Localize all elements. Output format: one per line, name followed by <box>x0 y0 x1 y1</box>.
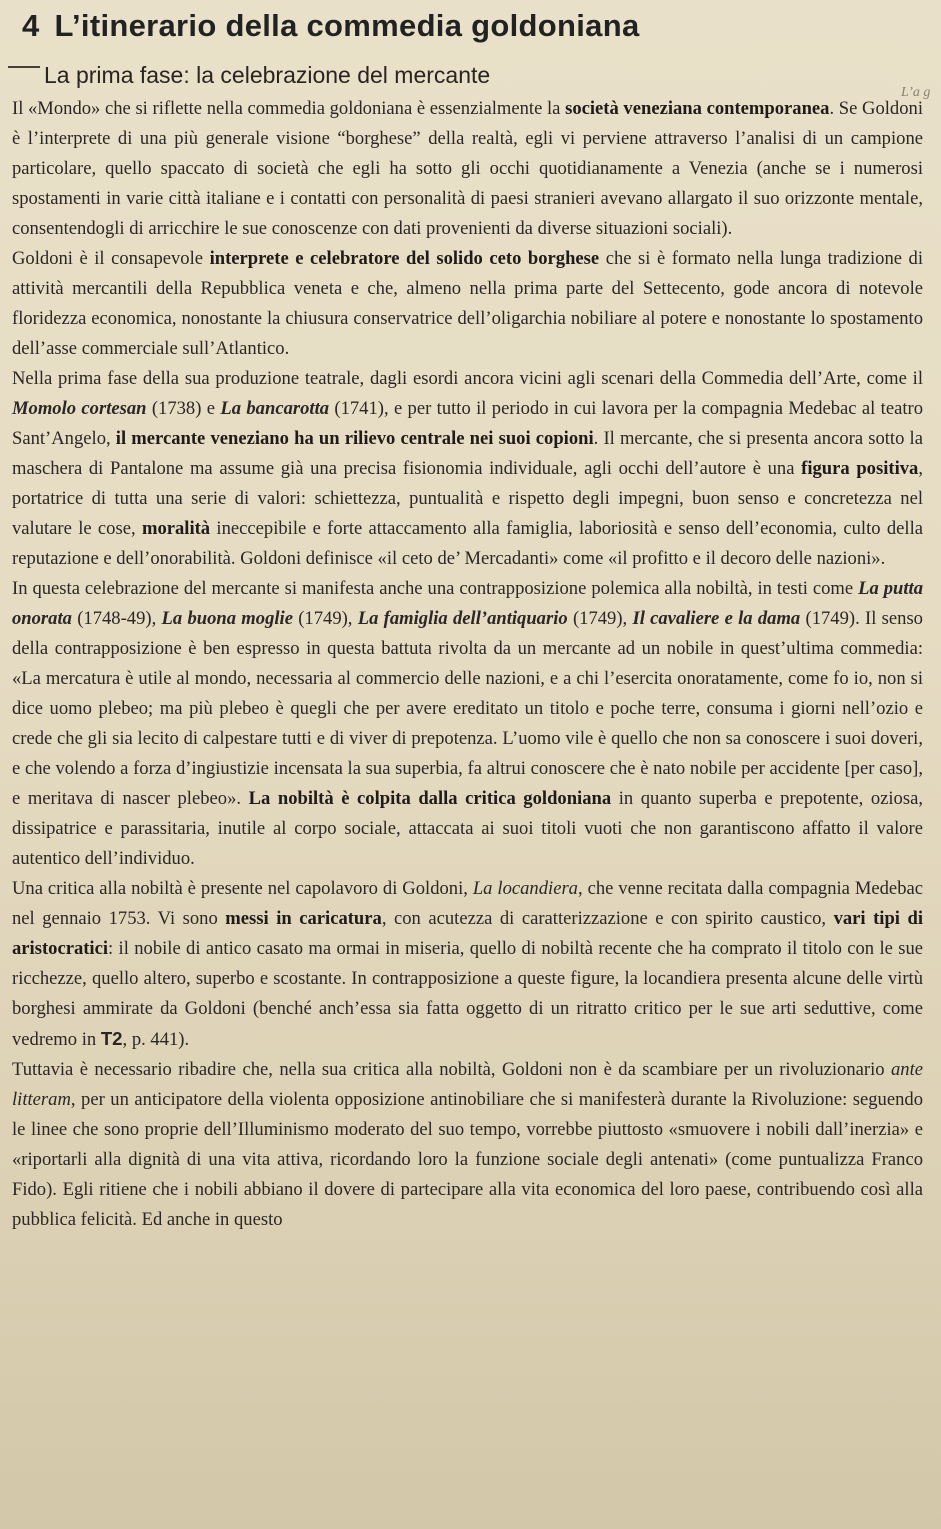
emphasis-run: La locandiera <box>472 878 578 899</box>
paragraph <box>12 874 923 1055</box>
emphasis-run: Momolo cortesan <box>12 398 147 419</box>
body-text <box>12 94 923 1235</box>
emphasis-run: ante litteram <box>12 1059 923 1110</box>
text-run: Nella prima fase della sua produzione teatrale, dagli esordi ancora vicini agli scenari della Commedia dell’Arte, come il <box>12 368 923 389</box>
text-run: (1749), <box>292 608 358 629</box>
text-run: , p. 441). <box>122 1029 190 1050</box>
emphasis-run: Il cavaliere e la dama <box>632 608 801 629</box>
text-run: (1741), e per tutto il periodo in cui lavora per la compagnia Medebac al teatro Sant’Angelo, <box>12 398 923 449</box>
emphasis-run: moralità <box>141 518 211 539</box>
paragraph <box>12 364 923 574</box>
margin-note: L’a g <box>901 85 931 100</box>
text-run: (1749). Il senso della contrapposizione è ben espresso in questa battuta rivolta da un mercante ad un nobile in quest’ultima commedia: «La mercatura è utile al mondo, necessaria al commercio delle nazioni, e a chi l’esercita onoratamente, come fo io, non si dice uomo plebeo; ma più plebeo è quegli che per avere ereditato un titolo e poche terre, consuma i giorni nell’ozio e crede che gli sia lecito di calpestare tutti e di viver di prepotenza. L’uomo vile è quello che non sa conoscere i suoi doveri, e che volendo a forza d’ingiustizie incensata la sua superbia, fa altrui conoscere che è nato nobile per accidente [per caso], e meritava di nascer plebeo». <box>12 608 923 809</box>
emphasis-run: interprete e celebratore del solido ceto borghese <box>209 248 600 269</box>
text-run: Tuttavia è necessario ribadire che, nella sua critica alla nobiltà, Goldoni non è da scambiare per un rivoluzionario <box>12 1059 891 1080</box>
heading-rule <box>8 66 40 68</box>
emphasis-run: T2 <box>100 1028 123 1049</box>
text-run: , che venne recitata dalla compagnia Medebac nel gennaio 1753. Vi sono <box>12 878 923 929</box>
text-run: , portatrice di tutta una serie di valori: schiettezza, puntualità e rispetto degli impegni, buon senso e concretezza nel valutare le cose, <box>12 458 923 539</box>
emphasis-run: figura positiva <box>801 458 919 479</box>
emphasis-run: messi in caricatura <box>225 908 382 929</box>
text-run: In questa celebrazione del mercante si manifesta anche una contrapposizione polemica alla nobiltà, in testi come <box>12 578 859 599</box>
text-run: che si è formato nella lunga tradizione di attività mercantili della Repubblica veneta e che, almeno nella prima parte del Settecento, gode ancora di notevole floridezza economica, nonostante la chiusura conservatrice dell’oligarchia nobiliare al potere e nonostante lo spostamento dell’asse commerciale sull’Atlantico. <box>12 248 923 359</box>
emphasis-run: La bancarotta <box>220 398 330 419</box>
text-run: (1749), <box>567 608 633 629</box>
emphasis-run: La famiglia dell’antiquario <box>357 608 568 629</box>
paragraph <box>12 1055 923 1235</box>
paragraph <box>12 574 923 874</box>
text-run: : il nobile di antico casato ma ormai in miseria, quello di nobiltà recente che ha comprato il titolo con le sue ricchezze, quello altero, superbo e scostante. In contrapposizione a queste figure, la locandiera presenta alcune delle virtù borghesi ammirate da Goldoni (benché anch’essa sia fatta oggetto di un ritratto critico per le sue arti seduttive, come vedremo in <box>12 938 923 1050</box>
emphasis-run: La nobiltà è colpita dalla critica goldoniana <box>248 788 612 809</box>
text-run: Il «Mondo» che si riflette nella commedia goldoniana è essenzialmente la <box>12 98 566 119</box>
text-run: (1738) e <box>146 398 221 419</box>
text-run: ineccepibile e forte attaccamento alla famiglia, laboriosità e senso dell’economia, culto della reputazione e dell’onorabilità. Goldoni definisce «il ceto de’ Mercadanti» come «il profitto e il decoro delle nazioni». <box>12 518 923 569</box>
text-run: Goldoni è il consapevole <box>12 248 210 269</box>
text-run: , per un anticipatore della violenta opposizione antinobiliare che si manifesterà durante la Rivoluzione: seguendo le linee che sono proprie dell’Illuminismo moderato del suo tempo, vorrebbe piuttosto «smuovere i nobili dall’inerzia» e «riportarli alla dignità di una vita attiva, ricordando loro la funzione sociale degli antenati» (come puntualizza Franco Fido). Egli ritiene che i nobili abbiano il dovere di partecipare alla vita economica del loro paese, contribuendo così alla pubblica felicità. Ed anche in questo <box>12 1089 923 1230</box>
text-run: . Se Goldoni è l’interprete di una più generale visione “borghese” della realtà, egli vi perviene attraverso l’analisi di un campione particolare, quello spaccato di società che egli ha sotto gli occhi quotidianamente a Venezia (anche se i numerosi spostamenti in varie città italiane e i contatti con personalità di paesi stranieri avevano allargato il suo orizzonte mentale, consentendogli di arricchire le sue conoscenze con dati provenienti da diverse situazioni sociali). <box>12 98 923 239</box>
emphasis-run: il mercante veneziano ha un rilievo centrale nei suoi copioni <box>115 428 594 449</box>
text-run: in quanto superba e prepotente, oziosa, dissipatrice e parassitaria, inutile al corpo sociale, attaccata ai suoi titoli vuoti che non garantiscono affatto il valore autentico dell’individuo. <box>12 788 923 869</box>
chapter-number: 4 <box>22 8 40 43</box>
emphasis-run: società veneziana contemporanea <box>565 98 830 119</box>
text-run: (1748-49), <box>71 608 162 629</box>
text-run: . Il mercante, che si presenta ancora sotto la maschera di Pantalone ma assume già una precisa fisionomia individuale, agli occhi dell’autore è una <box>12 428 923 479</box>
emphasis-run: La buona moglie <box>161 608 293 629</box>
paragraph <box>12 94 923 244</box>
emphasis-run: La putta onorata <box>12 578 923 629</box>
section-title: La prima fase: la celebrazione del mercante <box>44 62 491 88</box>
chapter-heading <box>22 8 881 44</box>
emphasis-run: vari tipi di aristocratici <box>12 908 923 959</box>
text-run: Una critica alla nobiltà è presente nel capolavoro di Goldoni, <box>12 878 473 899</box>
chapter-title: L’itinerario della commedia goldoniana <box>54 8 640 43</box>
text-run: , con acutezza di caratterizzazione e con spirito caustico, <box>381 908 834 929</box>
paragraph <box>12 244 923 364</box>
